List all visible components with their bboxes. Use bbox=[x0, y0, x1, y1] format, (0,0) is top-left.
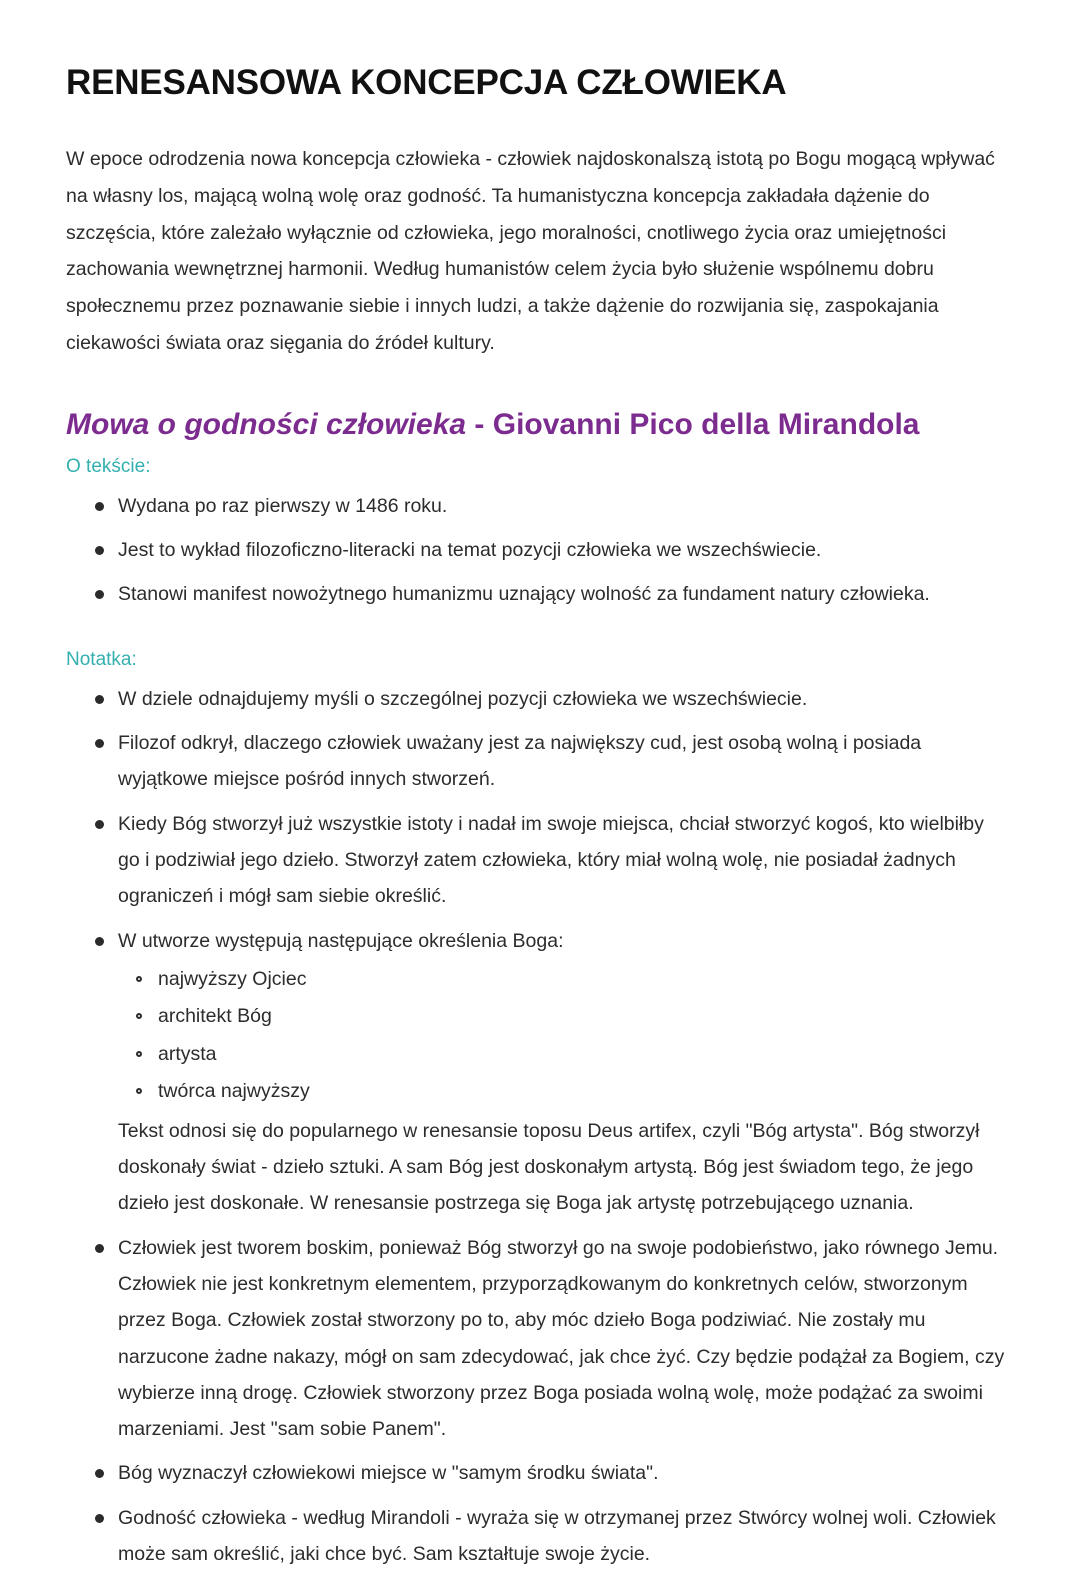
list-item: Jest to wykład filozoficzno-literacki na temat pozycji człowieka we wszechświecie. bbox=[66, 532, 1010, 568]
list-item: W dziele odnajdujemy myśli o szczególnej pozycji człowieka we wszechświecie. bbox=[66, 681, 1010, 717]
god-names-list bbox=[118, 963, 1010, 1109]
work-author: - Giovanni Pico della Mirandola bbox=[466, 408, 920, 442]
list-item: Stanowi manifest nowożytnego humanizmu uznający wolność za fundament natury człowieka. bbox=[66, 576, 1010, 612]
about-text-label: O tekście: bbox=[66, 456, 151, 478]
list-item: Kiedy Bóg stworzył już wszystkie istoty i nadał im swoje miejsca, chciał stworzyć kogoś, kto wielbiłby go i podziwiał jego dzieło. Stworzył zatem człowieka, który miał wolną wolę, nie posiadał żadnych ograniczeń i mógł sam siebie określić. bbox=[66, 806, 1010, 915]
page-title: RENESANSOWA KONCEPCJA CZŁOWIEKA bbox=[66, 63, 787, 102]
deus-artifex-paragraph: Tekst odnosi się do popularnego w renesansie toposu Deus artifex, czyli "Bóg artysta". Bóg stworzył doskonały świat - dzieło sztuki. A sam Bóg jest doskonałym artystą. Bóg jest świadom tego, że jego dzieło jest doskonałe. W renesansie postrzega się Boga jak artystę potrzebującego uznania. bbox=[118, 1119, 980, 1215]
list-item: najwyższy Ojciec bbox=[118, 963, 1010, 997]
list-item bbox=[66, 923, 1010, 1222]
note-list bbox=[66, 681, 1010, 1572]
list-item: Wydana po raz pierwszy w 1486 roku. bbox=[66, 488, 1010, 524]
list-item-text: W utworze występują następujące określenia Boga: bbox=[118, 929, 564, 952]
about-text-list bbox=[66, 488, 1010, 613]
note-label: Notatka: bbox=[66, 649, 137, 671]
list-item: artysta bbox=[118, 1038, 1010, 1072]
intro-paragraph: W epoce odrodzenia nowa koncepcja człowieka - człowiek najdoskonalszą istotą po Bogu mogącą wpływać na własny los, mającą wolną wolę oraz godność. Ta humanistyczna koncepcja zakładała dążenie do szczęścia, które zależało wyłącznie od człowieka, jego moralności, cnotliwego życia oraz umiejętności zachowania wewnętrznej harmonii. Według humanistów celem życia było służenie wspólnemu dobru społecznemu przez poznawanie siebie i innych ludzi, a także dążenie do rozwijania się, zaspokajania ciekawości świata oraz sięgania do źródeł kultury. bbox=[66, 148, 995, 354]
work-title: Mowa o godności człowieka bbox=[66, 408, 467, 442]
section-heading bbox=[66, 405, 971, 445]
list-item: Bóg wyznaczył człowiekowi miejsce w "samym środku świata". bbox=[66, 1455, 1010, 1491]
list-item: architekt Bóg bbox=[118, 1000, 1010, 1034]
list-item: Człowiek jest tworem boskim, ponieważ Bóg stworzył go na swoje podobieństwo, jako równego Jemu. Człowiek nie jest konkretnym elementem, przyporządkowanym do konkretnych celów, stworzonym przez Boga. Człowiek został stworzony po to, aby móc dzieło Boga podziwiać. Nie zostały mu narzucone żadne nakazy, mógł on sam zdecydować, jak chce żyć. Czy będzie podążał za Bogiem, czy wybierze inną drogę. Człowiek stworzony przez Boga posiada wolną wolę, może podążać za swoimi marzeniami. Jest "sam sobie Panem". bbox=[66, 1230, 1010, 1448]
list-item: Godność człowieka - według Mirandoli - wyraża się w otrzymanej przez Stwórcy wolnej woli. Człowiek może sam określić, jaki chce być. Sam kształtuje swoje życie. bbox=[66, 1500, 1010, 1572]
list-item: Filozof odkrył, dlaczego człowiek uważany jest za największy cud, jest osobą wolną i posiada wyjątkowe miejsce pośród innych stworzeń. bbox=[66, 725, 1010, 798]
list-item: twórca najwyższy bbox=[118, 1075, 1010, 1109]
